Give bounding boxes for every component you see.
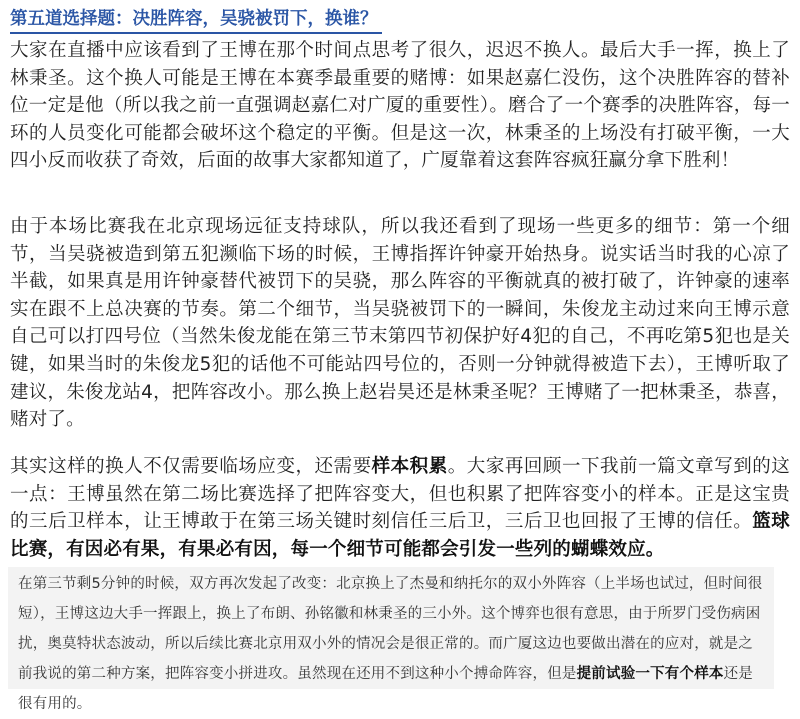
- paragraph-3: [10, 453, 790, 563]
- paragraph-3-bold-conclusion: 篮球比赛，有因必有果，有果必有因，每一个细节可能都会引发一些列的蝴蝶效应。: [10, 511, 790, 560]
- quote-text: [18, 569, 766, 719]
- paragraph-1: 大家在直播中应该看到了王博在那个时间点思考了很久，迟迟不换人。最后大手一挥，换上了林秉圣。这个换人可能是王博在本赛季最重要的赌博：如果赵嘉仁没伤，这个决胜阵容的替补位一定是他（所以我之前一直强调赵嘉仁对广厦的重要性）。磨合了一个赛季的决胜阵容，每一环的人员变化可能都会破坏这个稳定的平衡。但是这一次，林秉圣的上场没有打破平衡，一大四小反而收获了奇效，后面的故事大家都知道了，广厦靠着这套阵容疯狂赢分拿下胜利！: [10, 40, 790, 172]
- quote-text-b: 还是很有用的。: [18, 666, 754, 712]
- paragraph-2: 由于本场比赛我在北京现场远征支持球队，所以我还看到了现场一些更多的细节：第一个细节，当吴骁被造到第五犯濒临下场的时候，王博指挥许钟豪开始热身。说实话当时我的心凉了半截，如果真是用许钟豪替代被罚下的吴骁，那么阵容的平衡就真的被打破了，许钟豪的速率实在跟不上总决赛的节奏。第二个细节，当吴骁被罚下的一瞬间，朱俊龙主动过来向王博示意自己可以打四号位（当然朱俊龙能在第三节末第四节初保护好4犯的自己，不再吃第5犯也是关键，如果当时的朱俊龙5犯的话他不可能站四号位的，否则一分钟就得被造下去），王博听取了建议，朱俊龙站4，把阵容改小。那么换上赵岩昊还是林秉圣呢？王博赌了一把林秉圣，恭喜，赌对了。: [10, 216, 790, 431]
- quote-text-a: 在第三节剩5分钟的时候，双方再次发起了改变：北京换上了杰曼和纳托尔的双小外阵容（上半场也试过，但时间很短），王博这边大手一挥跟上，换上了布朗、孙铭徽和林秉圣的三小外。这个博弈也很有意思，由于所罗门受伤病困扰，奥莫特状态波动，所以后续比赛北京用双小外的情况会是很正常的。而广厦这边也要做出潜在的应对，就是之前我说的第二种方案，把阵容变小拼进攻。虽然现在还用不到这种小个搏命阵容，但是: [18, 576, 763, 682]
- paragraph-3-bold-sample: 样本积累: [371, 456, 448, 477]
- quote-block: [8, 567, 774, 712]
- section-heading: 第五道选择题：决胜阵容，吴骁被罚下，换谁？: [10, 6, 382, 34]
- paragraph-3-text-a: 其实这样的换人不仅需要临场应变，还需要: [10, 456, 372, 477]
- quote-bold: 提前试验一下有个样本: [576, 666, 724, 682]
- paragraph-3-text-b: 。大家再回顾一下我前一篇文章写到的这一点：王博虽然在第二场比赛选择了把阵容变大，但也积累了把阵容变小的样本。正是这宝贵的三后卫样本，让王博敢于在第三场关键时刻信任三后卫，三后卫也回报了王博的信任。: [10, 456, 790, 533]
